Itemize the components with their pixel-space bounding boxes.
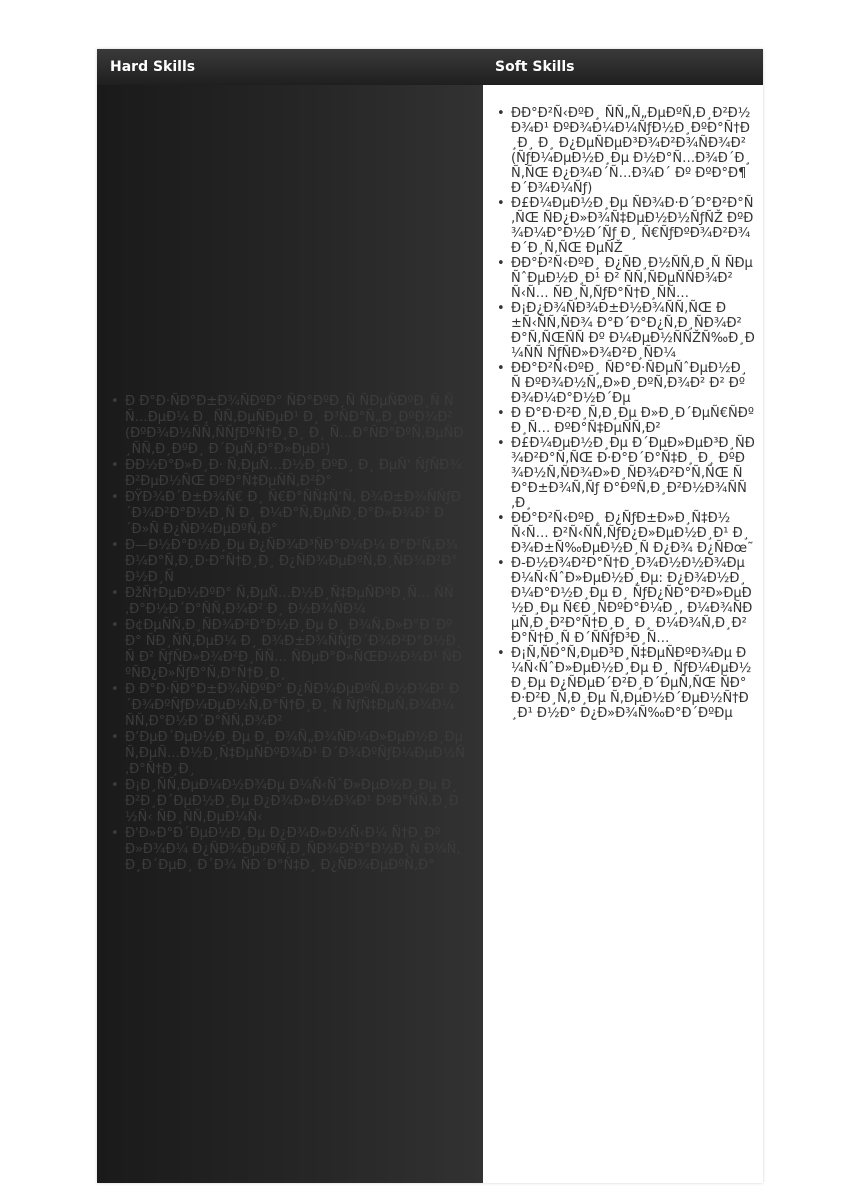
soft-skills-header: Soft Skills	[495, 59, 575, 75]
soft-skill-item: • Ð¡Ñ‚ÑÐ°Ñ‚ÐµÐ³Ð¸Ñ‡ÐµÑÐºÐ¾Ðµ Ð¼Ñ‹ÑˆÐ»ÐµÐ½Ð¸Ðµ Ð¸ ÑƒÐ¼ÐµÐ½Ð¸Ðµ Ð¿ÑÐµÐ´Ð²Ð¸Ð´ÐµÑ‚ÑŒ ÑÐ°Ð·Ð²Ð¸Ñ‚Ð¸Ðµ Ñ‚ÐµÐ½Ð´ÐµÐ½Ñ†Ð¸Ð¹ Ð½Ð° Ð¿Ð»Ð¾Ñ‰Ð°Ð´ÐºÐµ	[497, 646, 755, 721]
hard-skill-item: • Ð¢ÐµÑÑ‚Ð¸ÑÐ¾Ð²Ð°Ð½Ð¸Ðµ Ð¸ Ð¾Ñ‚Ð»Ð°Ð´ÐºÐ° ÑÐ¸ÑÑ‚ÐµÐ¼ Ð¸ Ð¾Ð±Ð¾ÑÑƒÐ´Ð¾Ð²Ð°Ð½Ð¸Ñ Ð² ÑƒÑÐ»Ð¾Ð²Ð¸ÑÑ… ÑÐµÐ°Ð»ÑŒÐ½Ð¾Ð¹ ÑÐºÑÐ¿Ð»ÑƒÐ°Ñ‚Ð°Ñ†Ð¸Ð¸	[111, 618, 467, 682]
soft-skill-item: • Ð Ð°Ð·Ð²Ð¸Ñ‚Ð¸Ðµ Ð»Ð¸Ð´ÐµÑ€ÑÐºÐ¸Ñ… ÐºÐ°Ñ‡ÐµÑÑ‚Ð²	[497, 406, 755, 436]
hard-skill-item: • Ð—Ð½Ð°Ð½Ð¸Ðµ Ð¿ÑÐ¾Ð³ÑÐ°Ð¼Ð¼ Ð°Ð²Ñ‚Ð¾Ð¼Ð°Ñ‚Ð¸Ð·Ð°Ñ†Ð¸Ð¸ Ð¿ÑÐ¾ÐµÐºÑ‚Ð¸ÑÐ¾Ð²Ð°Ð½Ð¸Ñ	[111, 538, 467, 586]
skills-table	[97, 49, 763, 1183]
hard-skills-cell	[97, 85, 483, 1183]
soft-skills-cell	[483, 85, 763, 1183]
soft-skill-item: • Ð-Ð½Ð¾Ð²Ð°Ñ†Ð¸Ð¾Ð½Ð½Ð¾Ðµ Ð¼Ñ‹ÑˆÐ»ÐµÐ½Ð¸Ðµ: Ð¿Ð¾Ð½Ð¸Ð¼Ð°Ð½Ð¸Ðµ Ð¸ ÑƒÐ¿ÑÐ°Ð²Ð»ÐµÐ½Ð¸Ðµ Ñ€Ð¸ÑÐºÐ°Ð¼Ð¸, Ð¼Ð¾ÑÐµÑ‚Ð¸Ð²Ð°Ñ†Ð¸Ð¸ Ð¸ Ð¼Ð¾Ñ‚Ð¸Ð²Ð°Ñ†Ð¸Ñ Ð´ÑÑƒÐ³Ð¸Ñ…	[497, 556, 755, 646]
soft-skill-item: • ÐÐ°Ð²Ñ‹ÐºÐ¸ Ð¿ÑÐ¸Ð½ÑÑ‚Ð¸Ñ ÑÐµÑˆÐµÐ½Ð¸Ð¹ Ð² ÑÑ‚ÑÐµÑÑÐ¾Ð²Ñ‹Ñ… ÑÐ¸Ñ‚ÑƒÐ°Ñ†Ð¸ÑÑ…	[497, 256, 755, 301]
soft-skill-item: • ÐÐ°Ð²Ñ‹ÐºÐ¸ Ð¿ÑƒÐ±Ð»Ð¸Ñ‡Ð½Ñ‹Ñ… Ð²Ñ‹ÑÑ‚ÑƒÐ¿Ð»ÐµÐ½Ð¸Ð¹ Ð¸ Ð¾Ð±Ñ‰ÐµÐ½Ð¸Ñ Ð¿Ð¾ Ð¿ÑÐœ˜	[497, 511, 755, 556]
hard-skill-item: • ÐÐ½Ð°Ð»Ð¸Ð· Ñ‚ÐµÑ…Ð½Ð¸ÐºÐ¸ Ð¸ ÐµÑ‘ ÑƒÑÐ¾Ð²ÐµÐ½ÑŒ ÐºÐ°Ñ‡ÐµÑÑ‚Ð²Ð°	[111, 458, 467, 490]
hard-skills-list	[97, 394, 483, 874]
soft-skill-item: • Ð£Ð¼ÐµÐ½Ð¸Ðµ Ð´ÐµÐ»ÐµÐ³Ð¸ÑÐ¾Ð²Ð°Ñ‚ÑŒ Ð·Ð°Ð´Ð°Ñ‡Ð¸ Ð¸ ÐºÐ¾Ð½Ñ‚ÑÐ¾Ð»Ð¸ÑÐ¾Ð²Ð°Ñ‚ÑŒ ÑÐ°Ð±Ð¾Ñ‚Ñƒ Ð°ÐºÑ‚Ð¸Ð²Ð½Ð¾ÑÑ‚Ð¸	[497, 436, 755, 511]
table-body	[97, 85, 763, 1183]
soft-skill-item: • ÐÐ°Ð²Ñ‹ÐºÐ¸ ÑÐ°Ð·ÑÐµÑˆÐµÐ½Ð¸Ñ ÐºÐ¾Ð½Ñ„Ð»Ð¸ÐºÑ‚Ð¾Ð² Ð² ÐºÐ¾Ð¼Ð°Ð½Ð´Ðµ	[497, 361, 755, 406]
soft-skills-list	[483, 106, 763, 721]
hard-skill-item: • Ð Ð°Ð·ÑÐ°Ð±Ð¾ÑÐºÐ° ÑÐ°ÐºÐ¸Ñ ÑÐµÑÐºÐ¸Ñ ÑÑ…ÐµÐ¼ Ð¸ ÑÑ‚ÐµÑÐµÐ¹ Ð¸ Ð³ÑÐ°Ñ„Ð¸ÐºÐ¾Ð² (ÐºÐ¾Ð½ÑÑ‚ÑÑƒÐºÑ†Ð¸Ð¸ Ð¸ Ñ…Ð°ÑÐ°ÐºÑ‚ÐµÑÐ¸ÑÑ‚Ð¸ÐºÐ¸ Ð´ÐµÑ‚Ð°Ð»ÐµÐ¹)	[111, 394, 467, 458]
hard-skill-item: • ÐŸÐ¾Ð´Ð±Ð¾Ñ€ Ð¸ Ñ€Ð°ÑÑ‡Ñ‘Ñ‚ Ð¾Ð±Ð¾ÑÑƒÐ´Ð¾Ð²Ð°Ð½Ð¸Ñ Ð¸ Ð¼Ð°Ñ‚ÐµÑÐ¸Ð°Ð»Ð¾Ð² Ð´Ð»Ñ Ð¿ÑÐ¾ÐµÐºÑ‚Ð°	[111, 490, 467, 538]
hard-skill-item: • Ð’ÐµÐ´ÐµÐ½Ð¸Ðµ Ð¸ Ð¾Ñ„Ð¾ÑÐ¼Ð»ÐµÐ½Ð¸Ðµ Ñ‚ÐµÑ…Ð½Ð¸Ñ‡ÐµÑÐºÐ¾Ð¹ Ð´Ð¾ÐºÑƒÐ¼ÐµÐ½Ñ‚Ð°Ñ†Ð¸Ð¸	[111, 730, 467, 778]
soft-skill-item: • Ð¡Ð¿Ð¾ÑÐ¾Ð±Ð½Ð¾ÑÑ‚ÑŒ Ð±Ñ‹ÑÑ‚ÑÐ¾ Ð°Ð´Ð°Ð¿Ñ‚Ð¸ÑÐ¾Ð²Ð°Ñ‚ÑŒÑÑ Ðº Ð¼ÐµÐ½ÑÑŽÑ‰Ð¸Ð¼ÑÑ ÑƒÑÐ»Ð¾Ð²Ð¸ÑÐ¼	[497, 301, 755, 361]
table-header	[97, 49, 763, 85]
hard-skill-item: • Ð¡Ð¸ÑÑ‚ÐµÐ¼Ð½Ð¾Ðµ Ð¼Ñ‹ÑˆÐ»ÐµÐ½Ð¸Ðµ Ð¸ Ð²Ð¸Ð´ÐµÐ½Ð¸Ðµ Ð¿Ð¾Ð»Ð½Ð¾Ð¹ ÐºÐ°ÑÑ‚Ð¸Ð½Ñ‹ ÑÐ¸ÑÑ‚ÐµÐ¼Ñ‹	[111, 778, 467, 826]
hard-skill-item: • ÐžÑ†ÐµÐ½ÐºÐ° Ñ‚ÐµÑ…Ð½Ð¸Ñ‡ÐµÑÐºÐ¸Ñ… ÑÑ‚Ð°Ð½Ð´Ð°ÑÑ‚Ð¾Ð² Ð¸ Ð½Ð¾ÑÐ¼	[111, 586, 467, 618]
hard-skill-item: • Ð Ð°Ð·ÑÐ°Ð±Ð¾ÑÐºÐ° Ð¿ÑÐ¾ÐµÐºÑ‚Ð½Ð¾Ð¹ Ð´Ð¾ÐºÑƒÐ¼ÐµÐ½Ñ‚Ð°Ñ†Ð¸Ð¸ Ñ ÑƒÑ‡ÐµÑ‚Ð¾Ð¼ ÑÑ‚Ð°Ð½Ð´Ð°ÑÑ‚Ð¾Ð²	[111, 682, 467, 730]
hard-skills-header: Hard Skills	[110, 59, 196, 75]
soft-skill-item: • ÐÐ°Ð²Ñ‹ÐºÐ¸ ÑÑ„Ñ„ÐµÐºÑ‚Ð¸Ð²Ð½Ð¾Ð¹ ÐºÐ¾Ð¼Ð¼ÑƒÐ½Ð¸ÐºÐ°Ñ†Ð¸Ð¸ Ð¸ Ð¿ÐµÑÐµÐ³Ð¾Ð²Ð¾ÑÐ¾Ð² (ÑƒÐ¼ÐµÐ½Ð¸Ðµ Ð½Ð°Ñ…Ð¾Ð´Ð¸Ñ‚ÑŒ Ð¿Ð¾Ð´Ñ…Ð¾Ð´ Ðº ÐºÐ°Ð¶Ð´Ð¾Ð¼Ñƒ)	[497, 106, 755, 196]
hard-skill-item: • Ð'Ð»Ð°Ð´ÐµÐ½Ð¸Ðµ Ð¿Ð¾Ð»Ð½Ñ‹Ð¼ Ñ†Ð¸ÐºÐ»Ð¾Ð¼ Ð¿ÑÐ¾ÐµÐºÑ‚Ð¸ÑÐ¾Ð²Ð°Ð½Ð¸Ñ Ð¾Ñ‚ Ð¸Ð´ÐµÐ¸ Ð´Ð¾ ÑÐ´Ð°Ñ‡Ð¸ Ð¿ÑÐ¾ÐµÐºÑ‚Ð°	[111, 826, 467, 874]
soft-skill-item: • Ð£Ð¼ÐµÐ½Ð¸Ðµ ÑÐ¾Ð·Ð´Ð°Ð²Ð°Ñ‚ÑŒ ÑÐ¿Ð»Ð¾Ñ‡ÐµÐ½Ð½ÑƒÑŽ ÐºÐ¾Ð¼Ð°Ð½Ð´Ñƒ Ð¸ Ñ€ÑƒÐºÐ¾Ð²Ð¾Ð´Ð¸Ñ‚ÑŒ ÐµÑŽ	[497, 196, 755, 256]
